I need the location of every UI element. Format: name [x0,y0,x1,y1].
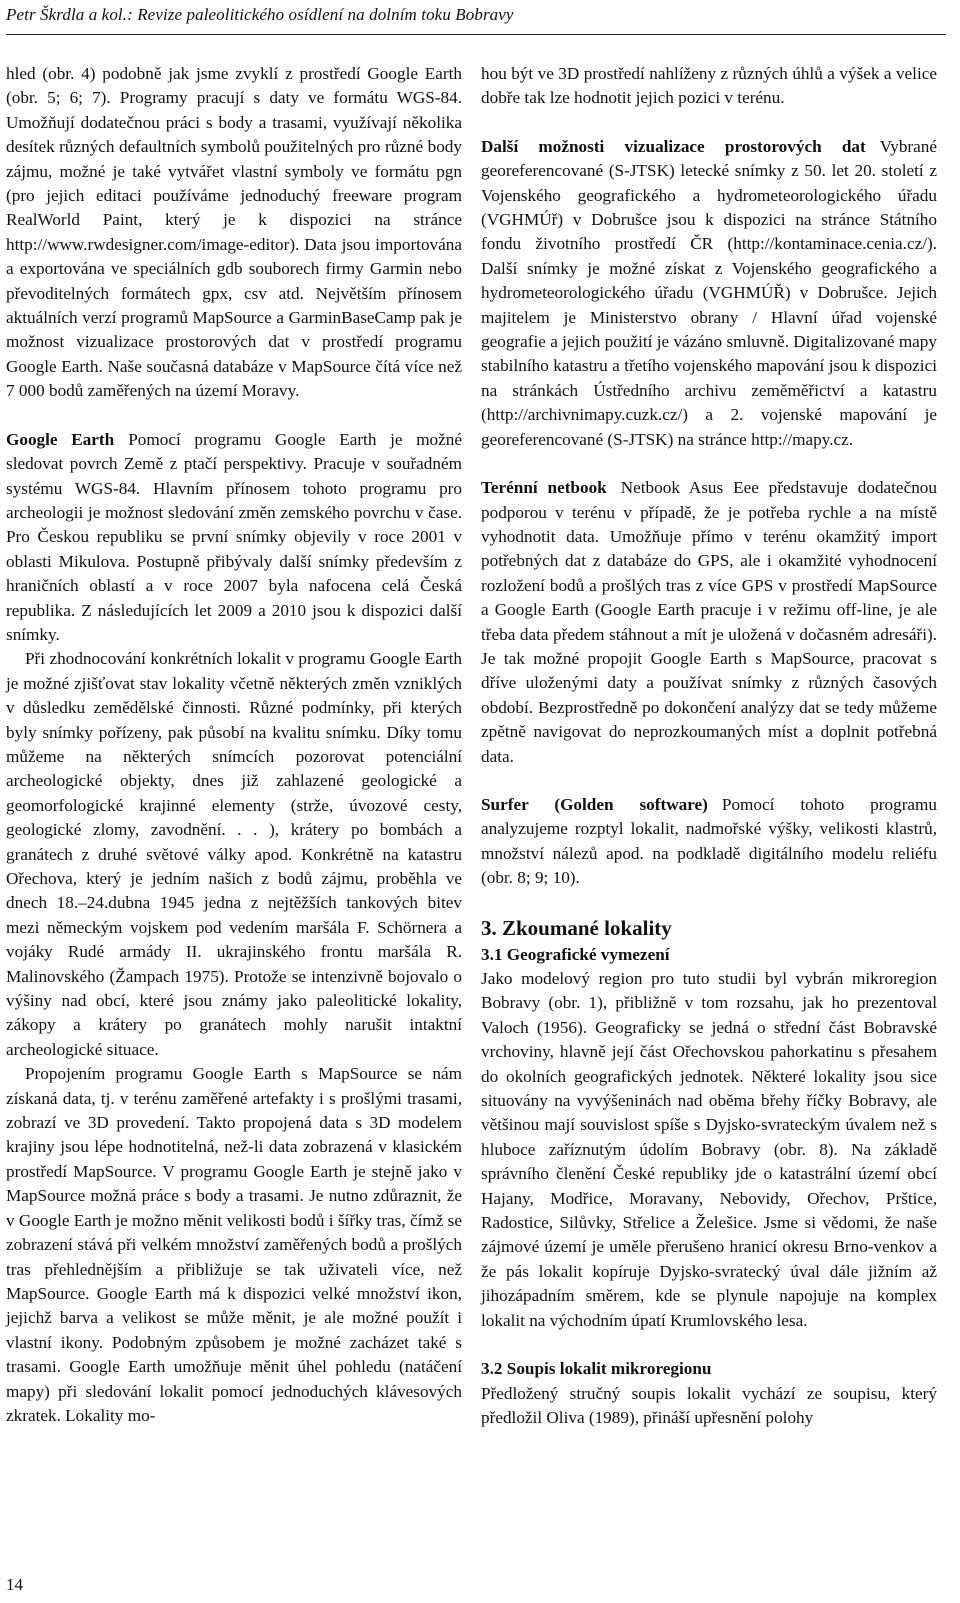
lead-google-earth: Google Earth [6,429,115,449]
lead-visualization: Další možnosti vizualizace prostorových dat [481,136,866,156]
subsection-title-geography: 3.1 Geografické vymezení [481,944,670,964]
text-visualization: Vybrané georeferencované (S-JTSK) letecké snímky z 50. let 20. století z Vojenského geografického a hydrometeorologického úřadu (VGHMÚř) v Dobrušce jsou k dispozici na stránce Státního fondu životního prostředí ČR (http://kontaminace.cenia.cz/). Další snímky je možné získat z Vojenského geografického a hydrometeorologického úřadu (VGHMÚŘ) v Dobrušce. Jejich majitelem je Ministerstvo obrany / Hlavní úřad vojenské geografie a jejich použití je vázáno smluvně. Digitalizované mapy stabilního katastru a třetího vojenského mapování jsou k dispozici na stránkách Ústředního archivu zeměměřictví a katastru (http://archivnimapy.cuzk.cz/) a 2. vojenské mapování je georeferencované (S-JTSK) na stránce http://mapy.cz. [481,136,937,449]
paragraph-sites: Předložený stručný soupis lokalit vychází ze soupisu, který předložil Oliva (1989), přináší upřesnění polohy [481,1383,937,1427]
lead-surfer: Surfer (Golden software) [481,794,708,814]
text-google-earth: Pomocí programu Google Earth je možné sledovat povrch Země z ptačí perspektivy. Pracuje v souřadném systému WGS-84. Hlavním přínosem tohoto programu pro archeologii je možnost sledování změn zemského povrchu v čase. Pro Českou republiku se první snímky objevily v roce 2001 v oblasti Mikulova. Postupně přibývaly další snímky především z hraničních oblastí a v roce 2007 byla nafocena celá Česká republika. Z následujících let 2009 a 2010 jsou k dispozici další snímky. [6,429,463,644]
paragraph-visualization [481,135,937,452]
lead-netbook: Terénní netbook [481,478,607,498]
right-column [481,62,937,1430]
header-rule [6,34,946,35]
paragraph-surfer [481,793,937,891]
text-netbook: Netbook Asus Eee představuje dodatečnou podporou v terénu v případě, že je potřeba rychle a na místě vyhodnotit data. Umožňuje přímo v terénu okamžitý import potřebných dat z databáze do GPS, ale i okamžité vyhodnocení rozložení bodů a prošlých tras z více GPS v prostředí MapSource a Google Earth (Google Earth pracuje i v režimu off-line, je ale třeba data předem stáhnout a mít je uložená v dočasném adresáři). Je tak možné propojit Google Earth s MapSource, pracovat s dříve uloženými daty a používat snímky z různých časových období. Bezprostředně po dokončení analýzy dat se tedy můžeme zpětně navigovat do neprozkoumaných míst a doplnit potřebná data. [481,478,937,766]
text-surfer: Pomocí tohoto programu analyzujeme rozptyl lokalit, nadmořské výšky, velikosti klastrů, množství nálezů apod. na podkladě digitálního modelu reliéfu (obr. 8; 9; 10). [481,794,938,888]
running-head: Petr Škrdla a kol.: Revize paleolitického osídlení na dolním toku Bobravy [6,5,514,24]
section-title: 3. Zkoumané lokality [481,915,672,940]
subsection-title-sites: 3.2 Soupis lokalit mikroregionu [481,1359,712,1379]
paragraph-mapsource: hled (obr. 4) podobně jak jsme zvyklí z prostředí Google Earth (obr. 5; 6; 7). Programy pracují s daty ve formátu WGS-84. Umožňují dodatečnou práci s body a trasami, využívají několika desítek různých defaultních symbolů použitelných pro různé body zájmu, možné je také vytvářet vlastní symboly ve formátu pgn (pro jejich editaci používáme jednoduchý freeware program RealWorld Paint, který je k dispozici na stránce http://www.rwdesigner.com/image-editor). Data jsou importována a exportována ve speciálních gdb souborech firmy Garmin nebo převoditelných formátech gpx, csv atd. Největším přínosem aktuálních verzí programů MapSource a GarminBaseCamp pak je možnost vizualizace prostorových dat v prostředí programu Google Earth. Naše současná databáze v MapSource čítá více než 7 000 bodů zaměřených na území Moravy. [6,64,462,401]
paragraph-geography: Jako modelový region pro tuto studii byl vybrán mikroregion Bobravy (obr. 1), přibližně v tom rozsahu, jak ho prezentoval Valoch (1956). Geograficky se jedná o střední část Bobravské vrchoviny, hlavně její část Ořechovskou pahorkatinu s přesahem do okolních geografických jednotek. Některé lokality jsou sice situovány na vyvýšeninách nad oběma břehy říčky Bobravy, ale většinou mají souvislost spíše s Dyjsko-svrateckým úvalem než s hluboce zaříznutým údolím Bobravy (obr. 8). Na základě správního členění České republiky jde o katastrální území obcí Hajany, Modřice, Moravany, Nebovidy, Ořechov, Prštice, Radostice, Silůvky, Střelice a Želešice. Jsme si vědomi, že naše zájmové území je uměle přerušeno hranicí okresu Brno-venkov a že pás lokalit kopíruje Dyjsko-svratecký úval dále jižním až jihozápadním směrem, kde se plynule napojuje na komplex lokalit na východním úpatí Krumlovského lesa. [481,969,937,1330]
paragraph-evaluation: Při zhodnocování konkrétních lokalit v programu Google Earth je možné zjišťovat stav lokality včetně některých změn vzniklých v důsledku zemědělské činnosti. Různé podmínky, při kterých byly snímky pořízeny, pak působí na kvalitu snímku. Díky tomu můžeme na některých snímcích pozorovat potenciální archeologické objekty, dnes již zahlazené geologické a geomorfologické krajinné elementy (strže, úvozové cesty, geologické zlomy, zavodnění. . . ), krátery po bombách a granátech z druhé světové války apod. Konkrétně na katastru Ořechova, který je jedním našich z bodů zájmu, proběhla ve dnech 18.–24.dubna 1945 jedna z nejtěžších tankových bitev mezi německým vojskem pod vedením maršála F. Schörnera a vojáky Rudé armády II. ukrajinského frontu maršála R. Malinovského (Žampach 1975). Protože se intenzivně bojovalo o výšiny nad obcí, které jsou známy jako paleolitické lokality, zákopy a krátery po granátech mohly narušit intaktní archeologické situace. [6,649,462,1059]
paragraph-integration: Propojením programu Google Earth s MapSource se nám získaná data, tj. v terénu zaměřené artefakty i s prošlými trasami, zobrazí ve 3D provedení. Takto propojená data s 3D modelem krajiny jsou lépe hodnotitelná, než-li data zobrazená v klasickém prostředí MapSource. V programu Google Earth je stejně jako v MapSource možná práce s body a trasami. Je nutno zdůraznit, že v Google Earth je možno měnit velikosti bodů i šířky tras, čímž se zobrazení stává při velkém množství zaměřených bodů a prošlých tras přehlednějším a přibližuje se tak uživateli více, než MapSource. Google Earth má k dispozici velké množství ikon, jejichž barva a velikost se může měnit, je ale možné použít i vlastní ikony. Podobným způsobem je možné zacházet také s trasami. Google Earth umožňuje měnit úhel pohledu (natáčení mapy) při sledování lokalit pomocí jednoduchých klávesových zkratek. Lokality mo- [6,1064,462,1425]
left-column [6,62,462,1428]
page-number: 14 [6,1575,23,1594]
paragraph-3d-view: hou být ve 3D prostředí nahlíženy z různých úhlů a výšek a velice dobře tak lze hodnotit jejich pozici v terénu. [481,64,937,108]
paragraph-netbook [481,476,937,769]
paragraph-google-earth [6,428,462,648]
